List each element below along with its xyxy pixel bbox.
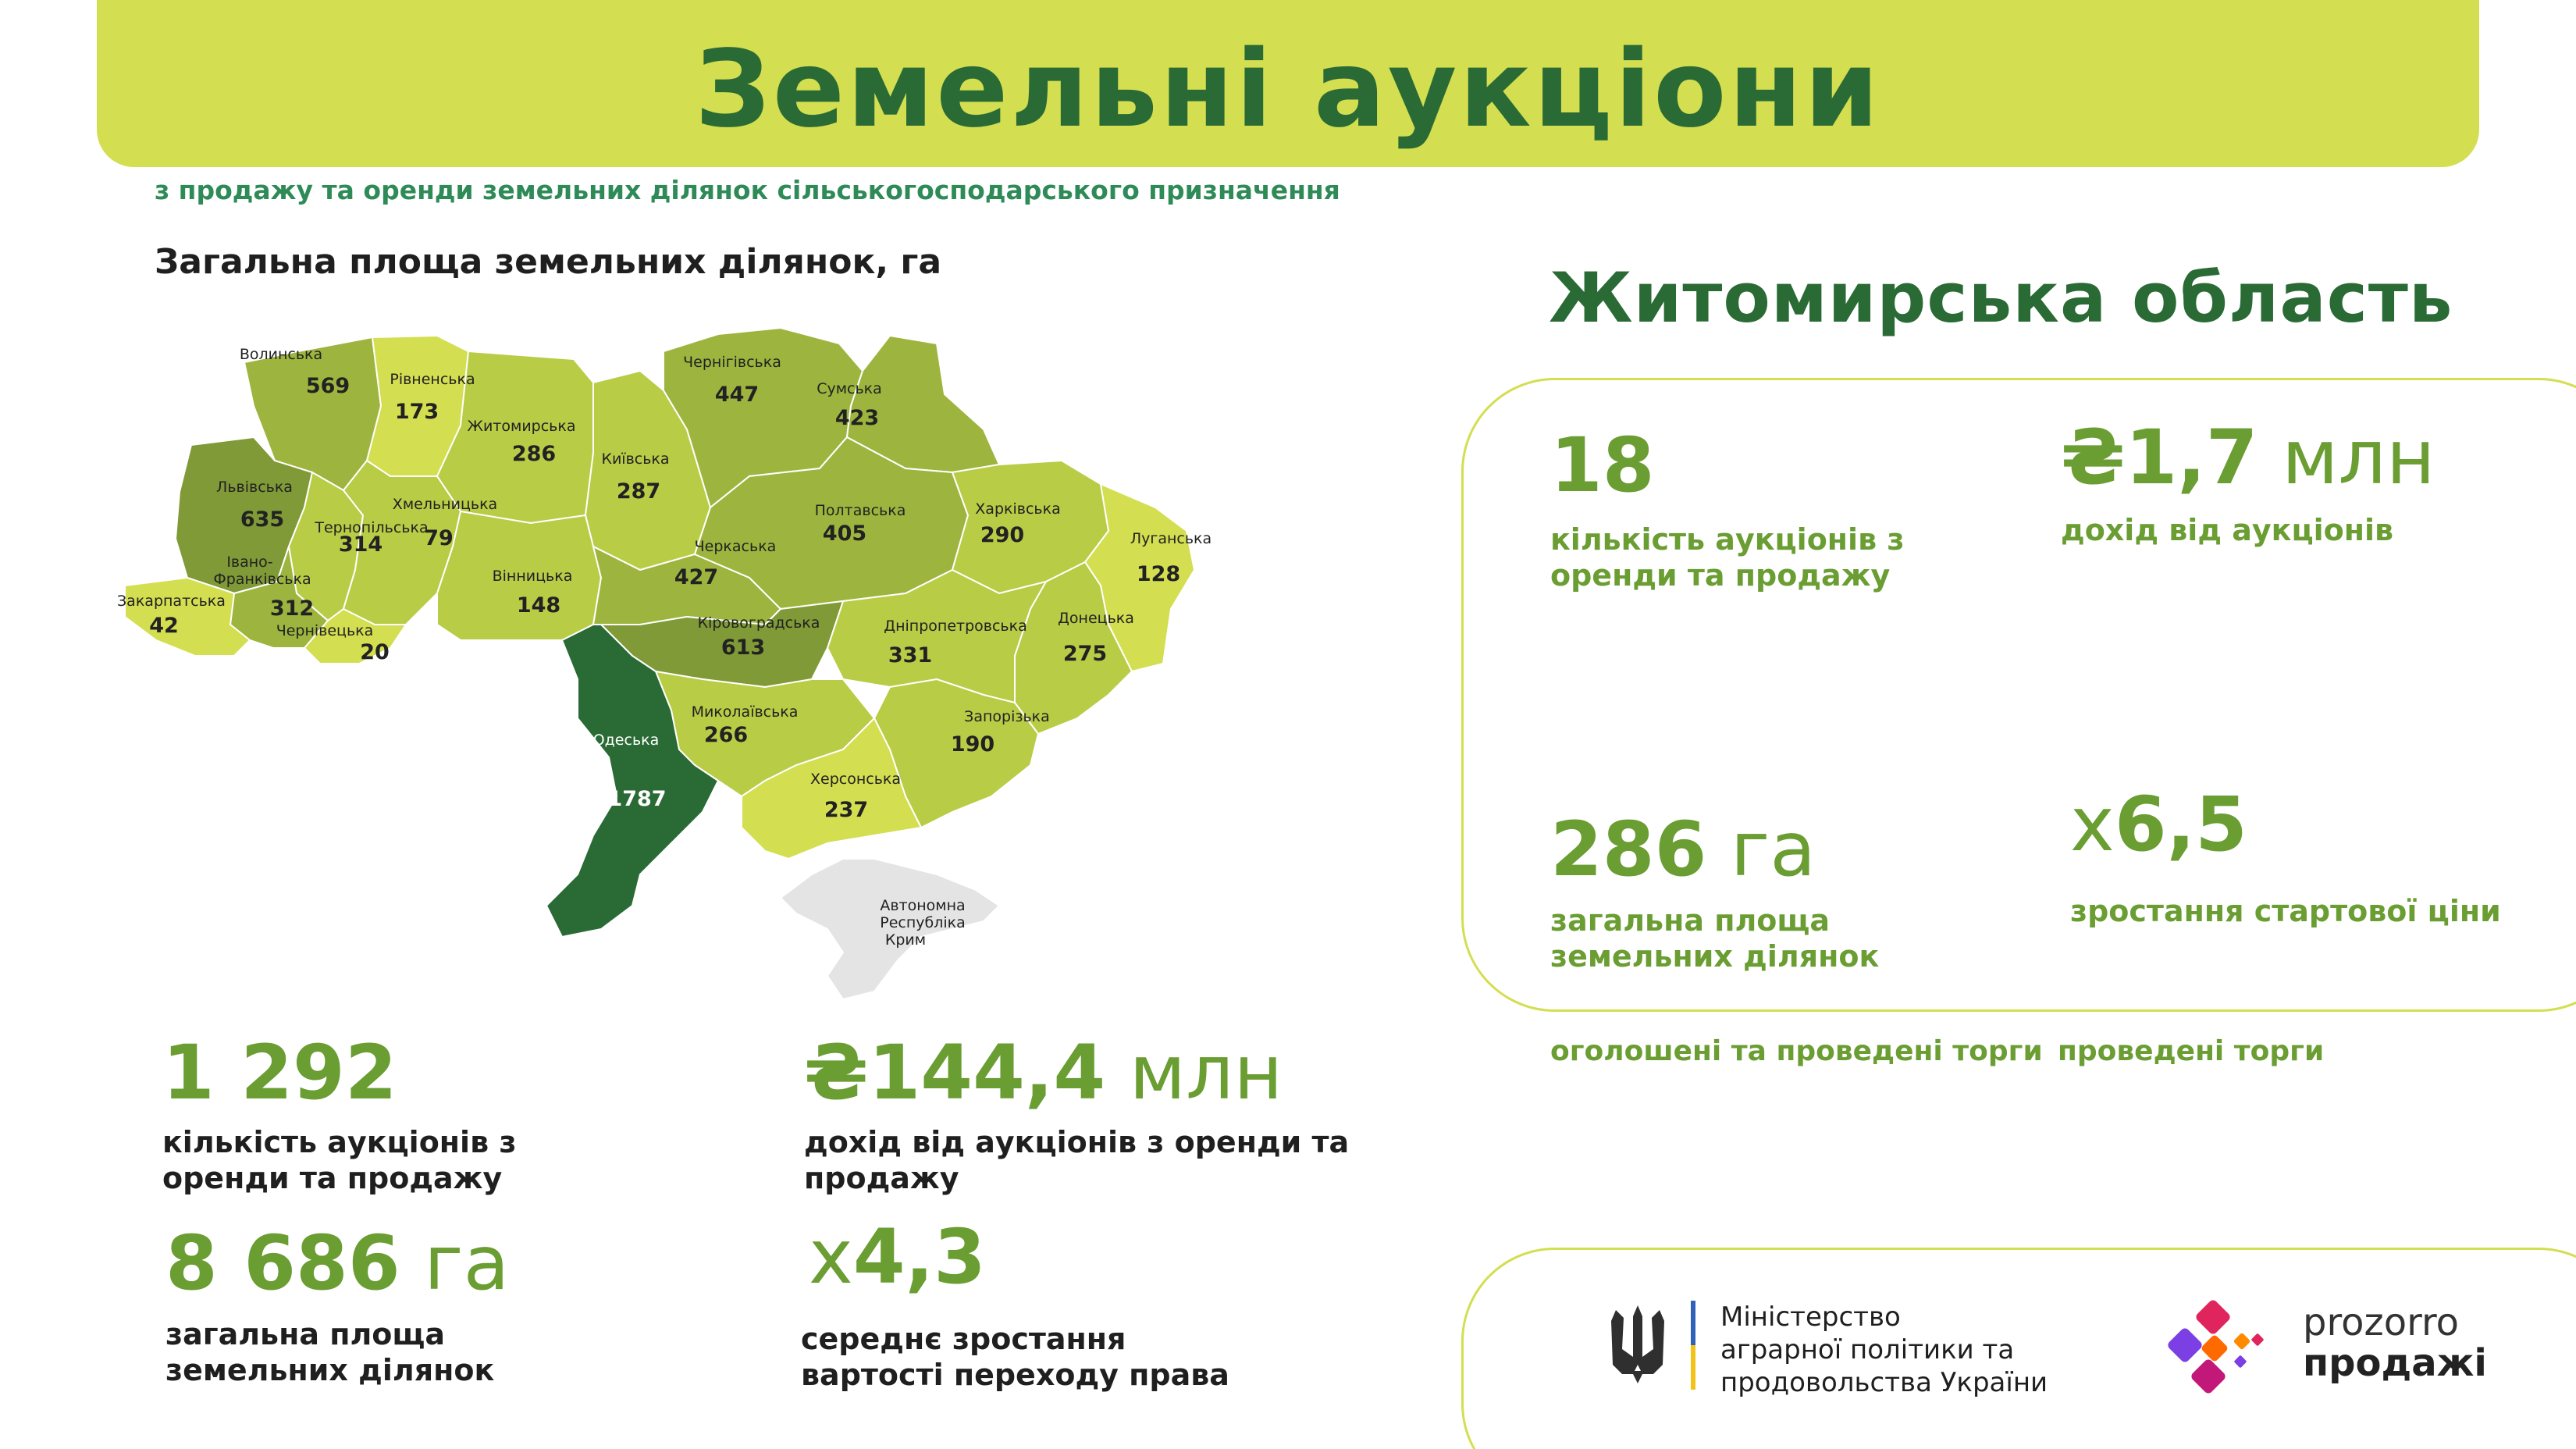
label-name-ivano-frankivsk-line2: Франківська <box>213 571 311 588</box>
region-growth-value: x6,5 <box>2070 781 2247 868</box>
prozorro-logo-icon <box>2161 1298 2278 1399</box>
label-name-dnipro: Дніпропетровська <box>884 618 1027 635</box>
label-crimea-line3: Крим <box>884 931 927 949</box>
label-name-ivano-frankivsk: Івано- <box>226 554 273 571</box>
label-name-rivne: Рівненська <box>390 371 475 388</box>
national-growth-stat <box>809 1213 986 1301</box>
label-value-rivne: 173 <box>394 400 439 424</box>
page-subtitle: з продажу та оренди земельних ділянок сільськогосподарського призначення <box>155 175 1340 205</box>
label-value-kharkiv: 290 <box>980 523 1025 547</box>
region-growth-stat <box>2070 781 2554 929</box>
region-area-label: загальна площа земельних ділянок <box>1550 903 1880 974</box>
label-name-poltava: Полтавська <box>814 502 906 519</box>
region-growth-label: зростання стартової ціни <box>2070 894 2501 928</box>
map-title: Загальна площа земельних ділянок, га <box>155 242 942 282</box>
label-value-volyn: 569 <box>305 374 350 398</box>
national-revenue-value: ₴144,4 млн <box>804 1029 1283 1116</box>
label-name-kharkiv: Харківська <box>975 500 1061 518</box>
label-name-luhansk: Луганська <box>1130 530 1212 547</box>
label-name-sumy: Сумська <box>817 380 882 397</box>
region-title: Житомирська область <box>1549 258 2453 338</box>
national-auctions-stat <box>162 1029 521 1196</box>
label-name-zakarpattia: Закарпатська <box>117 593 226 610</box>
label-name-odesa: Одеська <box>592 732 660 749</box>
label-value-mykolaiv: 266 <box>703 723 749 747</box>
label-value-donetsk: 275 <box>1062 642 1108 666</box>
label-name-kherson: Херсонська <box>809 771 902 788</box>
label-name-donetsk: Донецька <box>1058 610 1134 627</box>
national-area-value: 8 686 га <box>165 1219 510 1307</box>
label-value-odesa: 1787 <box>607 787 667 811</box>
label-value-ternopil: 314 <box>338 532 383 557</box>
label-value-vinnytsia: 148 <box>516 593 561 618</box>
region-revenue-label: дохід від аукціонів <box>2061 513 2394 547</box>
prozorro-wordmark: prozorro продажі <box>2303 1301 2487 1385</box>
label-name-zhytomyr: Житомирська <box>467 418 576 435</box>
label-name-chernihiv: Чернігівська <box>683 354 781 371</box>
label-value-cherkasy: 427 <box>674 565 719 589</box>
label-value-luhansk: 128 <box>1136 562 1181 586</box>
region-auctions-value: 18 <box>1550 422 1655 509</box>
region-auctions-stat <box>1550 422 1917 593</box>
national-revenue-stat <box>804 1029 1350 1196</box>
label-value-chernihiv: 447 <box>714 383 760 407</box>
caption-held: проведені торги <box>2058 1035 2325 1067</box>
flag-stripe <box>1691 1301 1695 1390</box>
label-value-kyiv: 287 <box>616 479 661 504</box>
region-area-stat <box>1550 806 1909 974</box>
label-name-mykolaiv: Миколаївська <box>691 703 799 721</box>
label-value-zaporizhzhia: 190 <box>950 732 995 757</box>
national-area-label: загальна площа земельних ділянок <box>165 1317 495 1387</box>
label-name-kirovohrad: Кіровоградська <box>697 614 820 632</box>
label-value-dnipro: 331 <box>888 643 933 668</box>
label-value-zakarpattia: 42 <box>149 614 179 638</box>
national-growth-label: середнє зростання вартості переходу права <box>801 1322 1229 1392</box>
region-auctions-label: кількість аукціонів з оренди та продажу <box>1550 522 1905 593</box>
label-name-khmelnytskyi: Хмельницька <box>392 496 498 513</box>
ministry-name: Міністерство аграрної політики та продовольства України <box>1720 1301 2048 1398</box>
region-revenue-value: ₴1,7 млн <box>2061 414 2435 501</box>
region-revenue-stat <box>2061 414 2529 548</box>
national-revenue-label: дохід від аукціонів з оренди та продажу <box>804 1125 1350 1195</box>
label-value-sumy: 423 <box>834 406 880 430</box>
label-value-kirovohrad: 613 <box>720 635 766 660</box>
label-value-kherson: 237 <box>824 798 869 822</box>
label-value-lviv: 635 <box>240 507 285 532</box>
national-auctions-label: кількість аукціонів з оренди та продажу <box>162 1125 517 1195</box>
label-name-chernivtsi: Чернівецька <box>276 622 374 639</box>
map-regions <box>125 328 1194 999</box>
label-name-vinnytsia: Вінницька <box>492 568 573 585</box>
label-name-cherkasy: Черкаська <box>694 538 777 555</box>
national-growth-value: x4,3 <box>809 1213 986 1301</box>
national-auctions-value: 1 292 <box>162 1029 397 1116</box>
label-value-zhytomyr: 286 <box>511 442 557 466</box>
label-name-volyn: Волинська <box>239 346 323 363</box>
label-name-kyiv: Київська <box>601 450 670 468</box>
caption-announced: оголошені та проведені торги <box>1550 1035 2043 1067</box>
label-value-ivano-frankivsk: 312 <box>269 596 315 621</box>
label-crimea-line2: Республіка <box>880 914 966 931</box>
label-value-poltava: 405 <box>822 522 867 546</box>
trident-icon <box>1608 1302 1667 1388</box>
national-area-stat <box>165 1219 525 1388</box>
label-name-zaporizhzhia: Запорізька <box>964 708 1050 725</box>
label-name-ternopil: Тернопільська <box>315 519 429 536</box>
ukraine-map <box>94 312 1249 1015</box>
label-crimea-line1: Автономна <box>880 897 966 914</box>
region-area-value: 286 га <box>1550 806 1816 893</box>
label-name-lviv: Львівська <box>216 479 293 496</box>
page-title: Земельні аукціони <box>695 28 1881 151</box>
label-value-chernivtsi: 20 <box>360 640 390 664</box>
header-banner <box>97 0 2479 167</box>
label-value-khmelnytskyi: 79 <box>424 526 454 550</box>
